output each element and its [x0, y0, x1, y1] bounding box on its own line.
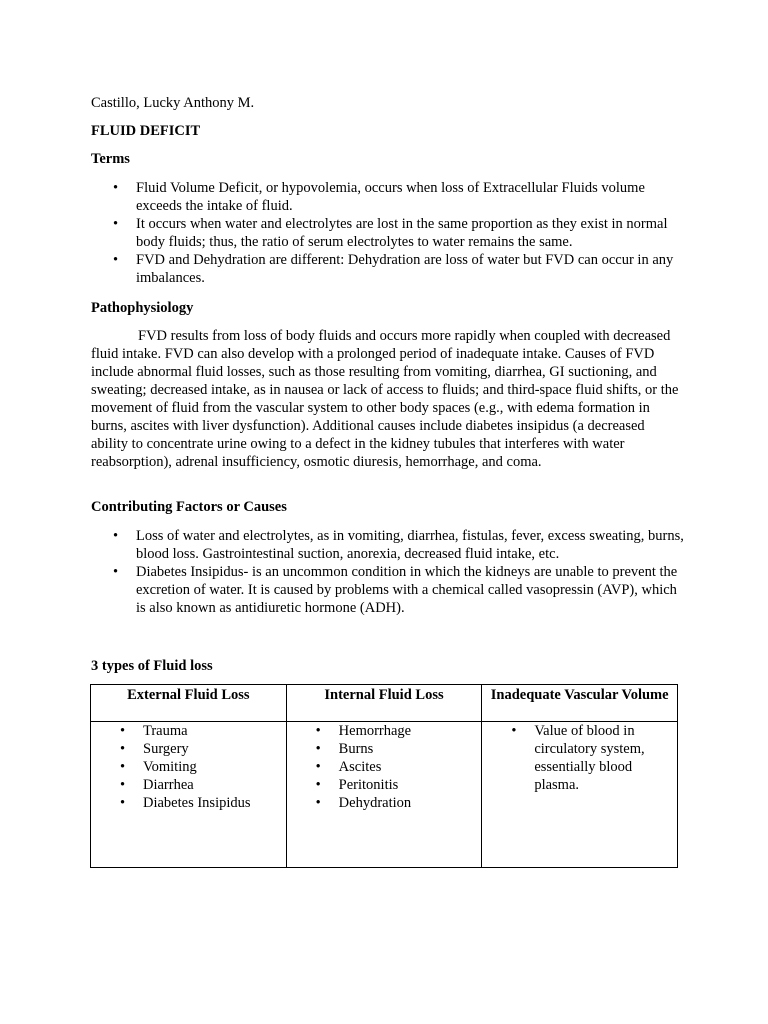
column-header-inadequate: Inadequate Vascular Volume: [482, 685, 678, 722]
document-title: FLUID DEFICIT: [91, 123, 201, 139]
list-item: • Trauma: [143, 722, 278, 740]
fluid-loss-table: [90, 684, 678, 868]
list-item: • Diarrhea: [143, 776, 278, 794]
terms-item: • Fluid Volume Deficit, or hypovolemia, occurs when loss of Extracellular Fluids volume exceeds the intake of fluid.: [136, 179, 684, 215]
list-item: • Peritonitis: [339, 776, 474, 794]
terms-item: • It occurs when water and electrolytes are lost in the same proportion as they exist in normal body fluids; thus, the ratio of serum electrolytes to water remains the same.: [136, 215, 684, 251]
external-cell: [91, 722, 287, 868]
table-header-row: [91, 685, 678, 722]
terms-list: [136, 179, 684, 287]
causes-item: • Diabetes Insipidus- is an uncommon condition in which the kidneys are unable to prevent the excretion of water. It is caused by problems with a chemical called vasopressin (AVP), which is also known as antidiuretic hormone (ADH).: [136, 563, 684, 617]
causes-list: [136, 527, 684, 617]
causes-heading: Contributing Factors or Causes: [91, 499, 287, 515]
pathophysiology-heading: Pathophysiology: [91, 300, 194, 316]
pathophysiology-paragraph: FVD results from loss of body fluids and occurs more rapidly when coupled with decreased fluid intake. FVD can also develop with a prolonged period of inadequate intake. Causes of FVD include abnormal fluid losses, such as those resulting from vomiting, diarrhea, GI suctioning, and sweating; decreased intake, as in nausea or lack of access to fluids; and third-space fluid shifts, or the movement of fluid from the vascular system to other body spaces (e.g., with edema formation in burns, ascites with liver dysfunction). Additional causes include diabetes insipidus (a decreased ability to concentrate urine owing to a defect in the kidney tubules that interferes with water reabsorption), adrenal insufficiency, osmotic diuresis, hemorrhage, and coma.: [91, 328, 679, 470]
internal-cell: [286, 722, 482, 868]
fluid-loss-heading: 3 types of Fluid loss: [91, 658, 213, 674]
list-item: • Dehydration: [339, 794, 474, 812]
column-header-external: External Fluid Loss: [91, 685, 287, 722]
terms-heading: Terms: [91, 151, 130, 167]
list-item: • Burns: [339, 740, 474, 758]
author-name: Castillo, Lucky Anthony M.: [91, 95, 255, 111]
list-item: • Value of blood in circulatory system, essentially blood plasma.: [534, 722, 669, 794]
list-item: • Surgery: [143, 740, 278, 758]
terms-item: • FVD and Dehydration are different: Dehydration are loss of water but FVD can occur in any imbalances.: [136, 251, 684, 287]
list-item: • Hemorrhage: [339, 722, 474, 740]
internal-list: [287, 722, 474, 812]
causes-item: • Loss of water and electrolytes, as in vomiting, diarrhea, fistulas, fever, excess sweating, burns, blood loss. Gastrointestinal suction, anorexia, decreased fluid intake, etc.: [136, 527, 684, 563]
list-item: • Ascites: [339, 758, 474, 776]
list-item: • Vomiting: [143, 758, 278, 776]
table-row: [91, 722, 678, 868]
list-item: • Diabetes Insipidus: [143, 794, 278, 812]
inadequate-list: [482, 722, 669, 794]
external-list: [91, 722, 278, 812]
column-header-internal: Internal Fluid Loss: [286, 685, 482, 722]
inadequate-cell: [482, 722, 678, 868]
